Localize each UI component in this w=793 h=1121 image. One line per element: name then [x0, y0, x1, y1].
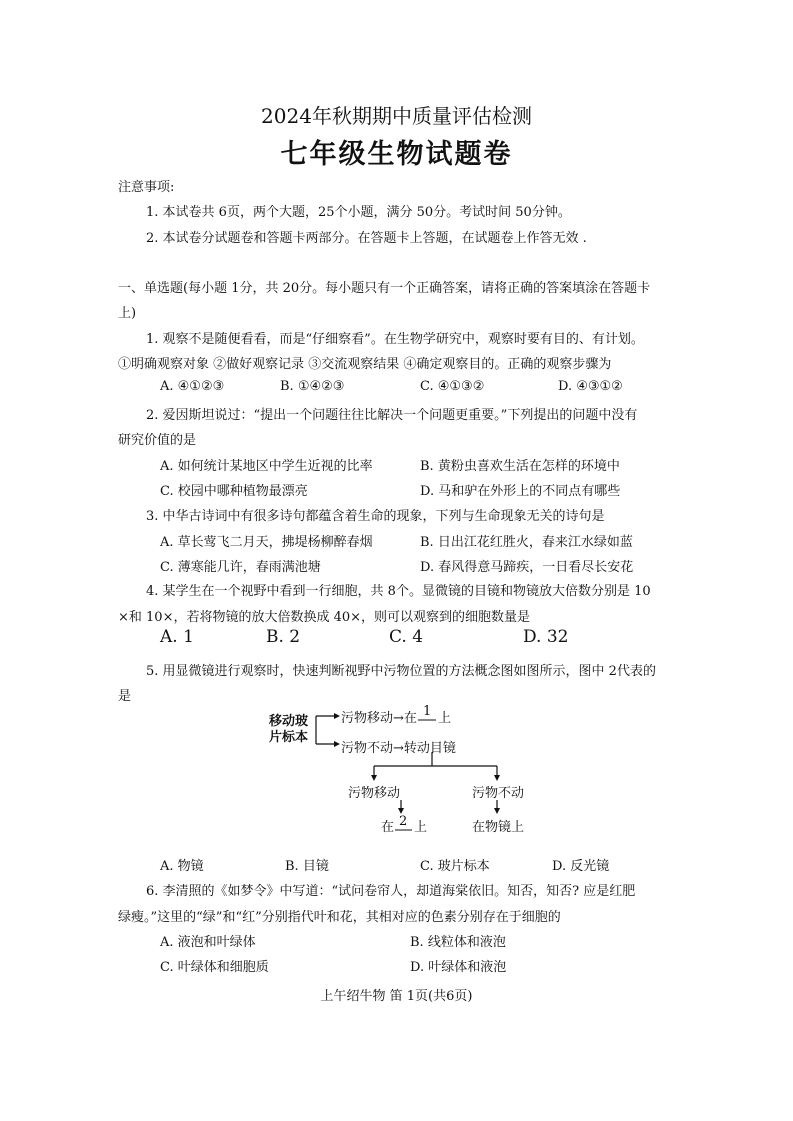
diagram-root-line2: 片标本: [269, 730, 309, 745]
diagram-blank2: 2: [399, 814, 408, 829]
diagram-branch1: 污物移动→在: [341, 711, 417, 726]
diagram-branch1-tail: 上: [438, 711, 452, 726]
q6-option-b: B. 线粒体和液泡: [410, 935, 506, 950]
q2-option-d: D. 马和驴在外形上的不同点有哪些: [420, 484, 621, 499]
q3-stem: 3. 中华古诗词中有很多诗句都蕴含着生命的现象，下列与生命现象无关的诗句是: [146, 509, 605, 524]
q3-option-a: A. 草长莺飞二月天，拂堤杨柳醉春烟: [160, 535, 373, 550]
q3-option-b: B. 日出江花红胜火，春来江水绿如蓝: [420, 535, 633, 550]
q4-option-d: D. 32: [523, 627, 569, 647]
q4-stem-a: 4. 某学生在一个视野中看到一行细胞，共 8个。显微镜的目镜和物镜放大倍数分别是 10: [146, 584, 651, 599]
diagram-leaf-left-pre: 在: [381, 820, 395, 835]
q6-option-d: D. 叶绿体和液泡: [410, 960, 507, 975]
q1-option-b: B. ①④②③: [280, 379, 345, 394]
q4-option-b: B. 2: [266, 627, 301, 647]
q3-option-c: C. 薄寒能几许，春雨满池塘: [160, 560, 321, 575]
diagram-blank1: 1: [423, 704, 432, 719]
q6-option-c: C. 叶绿体和细胞质: [160, 960, 269, 975]
q4-option-c: C. 4: [389, 627, 424, 647]
q1-option-c: C. ④①③②: [420, 379, 485, 394]
notice-item-2: 2. 本试卷分试题卷和答题卡两部分。在答题卡上答题，在试题卷上作答无效 .: [146, 231, 587, 246]
section1-heading-b: 上): [118, 306, 137, 321]
q6-option-a: A. 液泡和叶绿体: [160, 935, 256, 950]
q2-option-c: C. 校园中哪种植物最漂亮: [160, 484, 308, 499]
q2-option-b: B. 黄粉虫喜欢生活在怎样的环境中: [420, 459, 620, 474]
diagram-root-line1: 移动玻: [269, 714, 309, 729]
q3-option-d: D. 春风得意马蹄疾，一日看尽长安花: [420, 560, 634, 575]
q5-option-a: A. 物镜: [160, 859, 204, 874]
q5-option-d: D. 反光镜: [552, 859, 610, 874]
q1-stem-a: 1. 观察不是随便看看，而是“仔细察看”。在生物学研究中，观察时要有目的、有计划。: [146, 332, 644, 347]
q5-option-b: B. 目镜: [285, 859, 329, 874]
notice-item-1: 1. 本试卷共 6页，两个大题，25个小题，满分 50分。考试时间 50分钟。: [146, 205, 571, 220]
q1-option-a: A. ④①②③: [160, 379, 225, 394]
exam-title-line2: 七年级生物试题卷: [280, 139, 513, 170]
exam-title-line1: 2024年秋期期中质量评估检测: [261, 104, 532, 128]
diagram-branch2: 污物不动→转动目镜: [341, 741, 456, 756]
notice-heading: 注意事项:: [118, 180, 175, 195]
q5-stem-a: 5. 用显微镜进行观察时，快速判断视野中污物位置的方法概念图如图所示，图中 2代表的: [146, 664, 656, 679]
q2-option-a: A. 如何统计某地区中学生近视的比率: [160, 459, 373, 474]
q4-stem-b: ×和 10×，若将物镜的放大倍数换成 40×，则可以观察到的细胞数量是: [118, 610, 531, 625]
q5-stem-b: 是: [118, 689, 132, 704]
q6-stem-a: 6. 李清照的《如梦令》中写道：“试问卷帘人，却道海棠依旧。知否，知否? 应是红肥: [146, 884, 636, 899]
section1-heading-a: 一、单选题(每小题 1分，共 20分。每小题只有一个正确答案，请将正确的答案填涂在答题卡: [118, 281, 651, 296]
page-footer: 上午绍牛物 笛 1页(共6页): [320, 989, 473, 1004]
diagram-sub-right: 污物不动: [472, 786, 525, 801]
q4-option-a: A. 1: [160, 627, 194, 647]
q1-stem-b: ①明确观察对象 ②做好观察记录 ③交流观察结果 ④确定观察目的。正确的观察步骤为: [118, 357, 612, 372]
q5-option-c: C. 玻片标本: [420, 859, 490, 874]
q2-stem-a: 2. 爱因斯坦说过：“提出一个问题往往比解决一个问题更重要。”下列提出的问题中没有: [146, 408, 638, 423]
diagram-leaf-left-post: 上: [414, 820, 428, 835]
diagram-leaf-right: 在物镜上: [472, 820, 525, 835]
diagram-sub-left: 污物移动: [348, 786, 401, 801]
q2-stem-b: 研究价值的是: [118, 433, 197, 448]
q1-option-d: D. ④③①②: [558, 379, 623, 394]
q6-stem-b: 绿瘦。”这里的“绿”和“红”分别指代叶和花，其相对应的色素分别存在于细胞的: [118, 910, 561, 925]
